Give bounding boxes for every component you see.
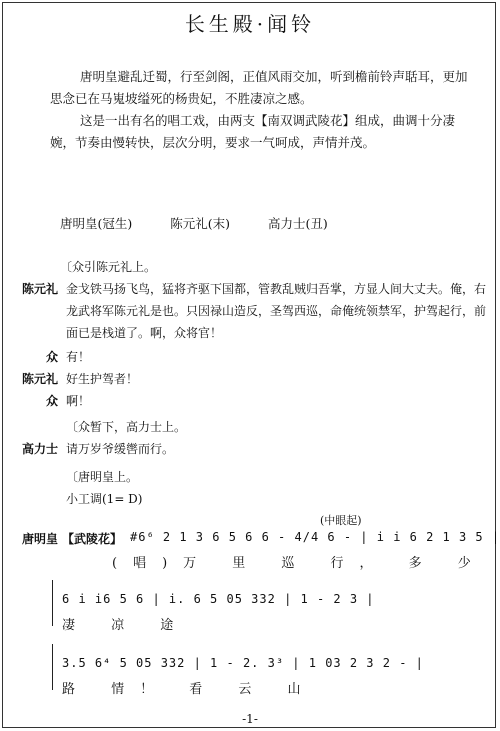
notation-row: 6 i i6 5 6 | i. 6 5 05 332 | 1 - 2 3 | — [62, 592, 375, 606]
intro-section — [50, 66, 470, 154]
stage-direction: 〔唐明皇上。 — [66, 470, 139, 484]
intro-paragraph-1: 唐明皇避乱迁蜀，行至剑阁，正值风雨交加，听到檐前铃声聒耳，更加思念已在马嵬坡缢死的杨贵妃，不胜凄凉之感。 — [50, 69, 468, 106]
cast-item: 高力士(丑) — [268, 216, 328, 231]
lyrics-row: (唱)万 里 巡 行， 多 少 — [112, 556, 487, 571]
page-title: 长生殿·闻铃 — [184, 12, 316, 36]
tempo-mark: (中眼起) — [320, 514, 362, 527]
lyrics-row: 路 情！ 看 云 山 — [62, 682, 317, 697]
dialogue-text: 有！ — [66, 350, 91, 364]
speaker-label: 高力士 — [21, 442, 58, 456]
stage-direction: 〔众引陈元礼上。 — [60, 260, 157, 274]
stage-direction: 〔众暂下，高力士上。 — [66, 420, 187, 434]
lyrics-row: 凄 凉 途 — [62, 618, 190, 633]
key-signature: 小工调(1= D) — [66, 492, 143, 506]
speaker-label: 众 — [45, 350, 58, 364]
dialogue-text: 金戈铁马扬飞鸟，猛将齐驱下国都，管教乱贼归吾掌，方显人间大丈夫。俺，右龙武将军陈元礼是也。只因禄山造反，圣驾西巡，命俺统领禁军，护驾起行，前面已是栈道了。啊，众将官！ — [66, 282, 487, 340]
speaker-label: 众 — [45, 394, 58, 408]
script-line — [8, 278, 488, 344]
tune-name: 【武陵花】 — [62, 532, 123, 546]
dialogue-text: 请万岁爷缓辔而行。 — [66, 442, 175, 456]
notation-row: #6⁶ 2 1 3 6 5 6 6 - 4/4 6 - | i i 6 2 1 3 5 | — [130, 530, 500, 544]
page-number: -1- — [242, 712, 258, 726]
cast-item: 唐明皇(冠生) — [60, 216, 133, 231]
cast-list — [60, 214, 328, 232]
system-barline — [52, 580, 53, 626]
speaker-label: 陈元礼 — [21, 372, 58, 386]
dialogue-text: 啊！ — [66, 394, 91, 408]
system-barline — [52, 644, 53, 690]
dialogue-text: 好生护驾者！ — [66, 372, 139, 386]
notation-row: 3.5 6⁴ 5 05 332 | 1 - 2. 3³ | 1 03 2 3 2 - | — [62, 656, 424, 670]
speaker-label: 陈元礼 — [21, 282, 58, 296]
cast-item: 陈元礼(末) — [170, 216, 231, 231]
singer-label: 唐明皇 — [21, 532, 58, 546]
intro-paragraph-2: 这是一出有名的唱工戏，由两支【南双调武陵花】组成，曲调十分凄婉，节奏由慢转快，层次分明，要求一气呵成，声情并茂。 — [50, 113, 456, 150]
